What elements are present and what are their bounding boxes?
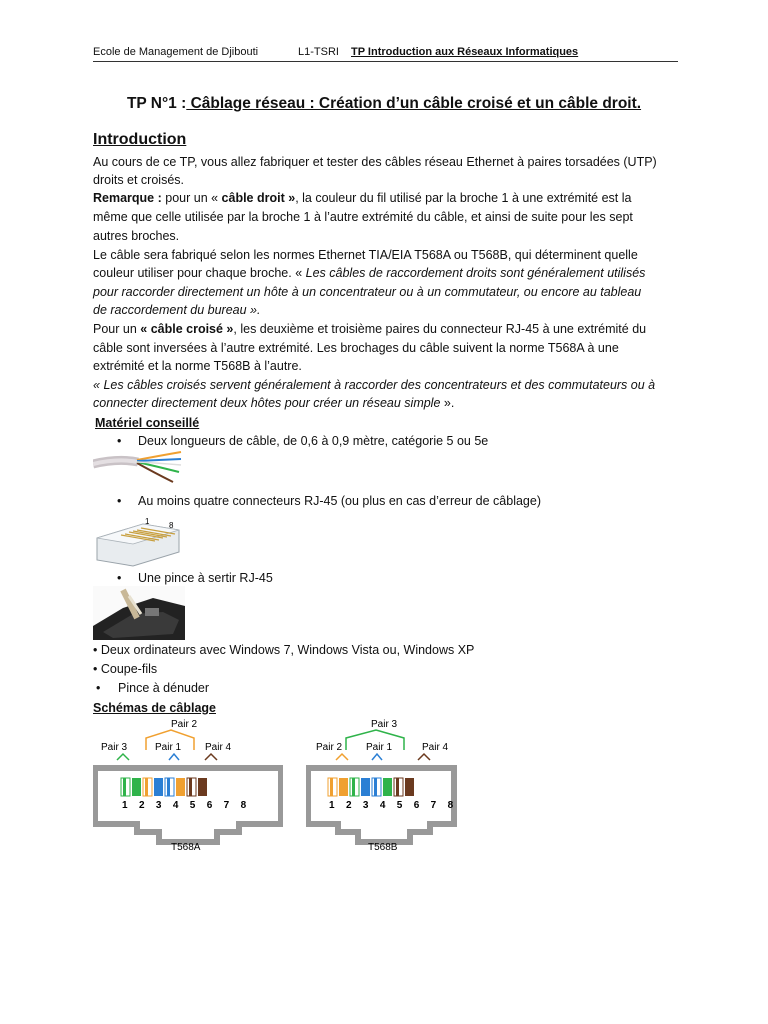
remark-bold: câble droit » [221, 191, 296, 205]
t568a-right-pair-label: Pair 4 [205, 742, 232, 753]
t568a-mid-pair-label: Pair 1 [155, 742, 182, 753]
norms-line-2 [93, 264, 693, 283]
remark-b: , la couleur du fil utilisé par la broche 1 à une extrémité est la [295, 191, 632, 205]
norms-line-3: pour raccorder directement un hôte à un concentrateur ou à un commutateur, ou encore au tableau [93, 285, 642, 299]
bullet-dot: • [117, 571, 122, 585]
t568b-top-pair-label: Pair 3 [371, 719, 398, 730]
t568a-pin-numbers: 1 2 3 4 5 6 7 8 [122, 800, 251, 811]
materiel-item-2: Au moins quatre connecteurs RJ-45 (ou plus en cas d’erreur de câblage) [138, 494, 541, 508]
materiel-item-3: Une pince à sertir RJ-45 [138, 571, 273, 585]
quote-line-2 [93, 394, 693, 413]
materiel-extra-3: Pince à dénuder [118, 681, 210, 695]
crossed-line-1 [93, 320, 693, 339]
school-name: Ecole de Management de Djibouti [93, 46, 259, 58]
t568a-label: T568A [171, 842, 201, 852]
norms-line-2b: Les câbles de raccordement droits sont généralement utilisés [305, 266, 646, 280]
quote-text-1: Les câbles croisés servent généralement à raccorder des concentrateurs et des commutateurs ou à [103, 378, 656, 392]
remark-line-1 [93, 189, 693, 208]
schemas-heading: Schémas de câblage [93, 701, 216, 715]
t568a-top-pair-label: Pair 2 [171, 719, 198, 730]
materiel-extra-2: • Coupe-fils [93, 662, 158, 676]
crossed-line-2: câble sont inversées à l’autre extrémité. Les brochages du câble suivent la norme T568A à une [93, 341, 619, 355]
remark-label: Remarque : [93, 191, 162, 205]
crossed-line-3: extrémité et la norme T568B à l’autre. [93, 359, 302, 373]
remark-line-3: autres broches. [93, 229, 180, 243]
remark-a: pour un « [161, 191, 222, 205]
crimping-tool-image [93, 586, 185, 640]
intro-line-2: droits et croisés. [93, 173, 185, 187]
t568a-diagram [93, 716, 283, 852]
course-name: TP Introduction aux Réseaux Informatiques [351, 46, 579, 58]
norms-line-2a: couleur utiliser pour chaque broche. « [93, 266, 306, 280]
t568a-left-pair-label: Pair 3 [101, 742, 128, 753]
quote-line-1 [93, 376, 693, 395]
quote-close: ». [440, 396, 455, 410]
class-name: L1-TSRI [298, 46, 339, 58]
bullet-dot: • [117, 494, 122, 508]
intro-line-1: Au cours de ce TP, vous allez fabriquer et tester des câbles réseau Ethernet à paires torsadées (UTP) [93, 155, 657, 169]
title-prefix: TP N°1 : [126, 95, 187, 112]
crossed-bold: « câble croisé » [140, 322, 234, 336]
intro-heading: Introduction [93, 131, 187, 148]
rj45-pin-8-label: 8 [169, 521, 174, 530]
materiel-extra-1: • Deux ordinateurs avec Windows 7, Windows Vista ou, Windows XP [93, 643, 475, 657]
rj45-connector-image [93, 516, 183, 568]
norms-line-4: de raccordement du bureau ». [93, 303, 261, 317]
crossed-b: , les deuxième et troisième paires du connecteur RJ-45 à une extrémité du [233, 322, 647, 336]
norms-line-1: Le câble sera fabriqué selon les normes Ethernet TIA/EIA T568A ou T568B, qui déterminent quelle [93, 248, 638, 262]
page-header [93, 44, 678, 62]
t568b-left-pair-label: Pair 2 [316, 742, 343, 753]
t568b-diagram [306, 716, 496, 852]
materiel-heading: Matériel conseillé [95, 416, 200, 430]
t568b-pin-numbers: 1 2 3 4 5 6 7 8 [329, 800, 458, 811]
quote-text-2: connecter directement deux hôtes pour créer un réseau simple [93, 396, 441, 410]
t568b-mid-pair-label: Pair 1 [366, 742, 393, 753]
title-main: Câblage réseau : Création d’un câble croisé et un câble droit. [186, 95, 642, 112]
t568b-right-pair-label: Pair 4 [422, 742, 449, 753]
bullet-dot: • [117, 434, 122, 448]
t568b-label: T568B [368, 842, 398, 852]
crossed-a: Pour un [93, 322, 141, 336]
cable-image [93, 450, 183, 490]
page-title [0, 95, 768, 113]
quote-open: « [93, 378, 104, 392]
bullet-dot: • [96, 681, 101, 695]
remark-line-2: même que celle utilisée par la broche 1 à l’autre extrémité du câble, et ainsi de suite pour les sept [93, 210, 633, 224]
rj45-pin-1-label: 1 [145, 517, 150, 526]
materiel-item-1: Deux longueurs de câble, de 0,6 à 0,9 mètre, catégorie 5 ou 5e [138, 434, 489, 448]
